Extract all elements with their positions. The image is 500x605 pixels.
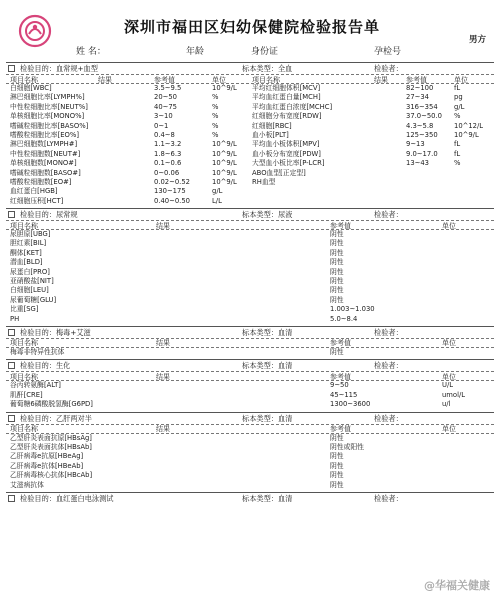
table-cell: 乙肝病毒e抗体[HBeAb] bbox=[10, 461, 84, 470]
table-row bbox=[6, 348, 494, 357]
table-cell: 40~75 bbox=[154, 102, 177, 111]
table-cell: 嗜酸粒细胞数[EO#] bbox=[10, 177, 72, 186]
table-row bbox=[6, 277, 494, 286]
table-row bbox=[6, 286, 494, 295]
checkbox-icon bbox=[8, 495, 15, 502]
checkbox-icon bbox=[8, 329, 15, 336]
table-row bbox=[6, 131, 494, 140]
table-cell: 10^9/L bbox=[212, 140, 237, 149]
table-cell: 阴性 bbox=[330, 452, 344, 461]
column-header bbox=[6, 74, 494, 84]
table-cell: 阴性 bbox=[330, 267, 344, 276]
table-cell: 乙型肝炎表面抗体[HBsAb] bbox=[10, 442, 92, 451]
gender-label: 男方 bbox=[468, 35, 486, 45]
table-cell: 白细胞[LEU] bbox=[10, 286, 49, 295]
table-cell: 血小板分布宽度[PDW] bbox=[252, 149, 321, 158]
table-cell: 嗜碱粒细胞比率[BASO%] bbox=[10, 121, 89, 130]
table-row bbox=[6, 462, 494, 471]
table-row bbox=[6, 84, 494, 93]
table-cell: 1300~3600 bbox=[330, 400, 371, 409]
column-label: 结果 bbox=[156, 339, 170, 348]
table-cell: 82~100 bbox=[406, 84, 434, 92]
table-cell: 阴性 bbox=[330, 433, 344, 442]
table-cell: 血红蛋白[HGB] bbox=[10, 187, 58, 196]
section-inspector: 检验者： bbox=[374, 361, 403, 371]
column-header bbox=[6, 424, 494, 434]
table-cell: 单核细胞数[MONO#] bbox=[10, 159, 77, 168]
table-cell: pg bbox=[454, 93, 463, 102]
table-cell: 乙肝病毒e抗原[HBeAg] bbox=[10, 452, 84, 461]
table-cell: 9.0~17.0 bbox=[406, 149, 438, 158]
table-cell: 阴性 bbox=[330, 480, 344, 489]
column-label: 项目名称 bbox=[10, 425, 38, 434]
column-label: 项目名称 bbox=[10, 75, 38, 84]
table-row bbox=[6, 150, 494, 159]
table-row bbox=[6, 434, 494, 443]
table-row bbox=[6, 197, 494, 206]
table-row bbox=[6, 296, 494, 305]
table-row bbox=[6, 315, 494, 324]
column-label: 结果 bbox=[156, 372, 170, 381]
table-cell: 淋巴细胞数[LYMPH#] bbox=[10, 140, 78, 149]
table-cell: 10^9/L bbox=[454, 130, 479, 139]
table-cell: % bbox=[212, 130, 219, 139]
table-cell: 梅毒非特异性抗体 bbox=[10, 347, 65, 356]
table-cell: % bbox=[212, 93, 219, 102]
section-item: 检验目的：尿常规 bbox=[20, 210, 78, 220]
section-inspector: 检验者： bbox=[374, 413, 403, 423]
section-inspector: 检验者： bbox=[374, 210, 403, 220]
table-cell: 平均血小板体积[MPV] bbox=[252, 140, 320, 149]
table-cell: 嗜酸粒细胞比率[EO%] bbox=[10, 130, 79, 139]
report-section bbox=[6, 208, 494, 324]
table-cell: 平均血红蛋白量[MCH] bbox=[252, 93, 321, 102]
column-header bbox=[6, 371, 494, 381]
table-cell: 红细胞分布宽度[RDW] bbox=[252, 112, 322, 121]
table-cell: 10^12/L bbox=[454, 121, 484, 130]
table-cell: 阴性 bbox=[330, 347, 344, 356]
section-header bbox=[6, 63, 494, 74]
table-cell: 尿胆原[UBG] bbox=[10, 230, 51, 239]
section-sample: 标本类型：尿液 bbox=[242, 210, 293, 220]
table-cell: 0~0.06 bbox=[154, 168, 180, 177]
column-label: 单位 bbox=[442, 425, 456, 434]
table-cell: 单核细胞比率[MONO%] bbox=[10, 112, 85, 121]
table-cell: % bbox=[212, 102, 219, 111]
table-cell: 10^9/L bbox=[212, 149, 237, 158]
table-cell: ABO血型[正定型] bbox=[252, 168, 306, 177]
section-item: 检验目的：梅毒+艾滋 bbox=[20, 327, 91, 337]
table-row bbox=[6, 159, 494, 168]
table-cell: 130~175 bbox=[154, 187, 186, 196]
table-cell: 阴性 bbox=[330, 295, 344, 304]
table-cell: 潜血[BLD] bbox=[10, 258, 43, 267]
table-cell: 大型血小板比率[P-LCR] bbox=[252, 159, 325, 168]
report-section bbox=[6, 492, 494, 504]
table-cell: fL bbox=[454, 84, 461, 92]
section-item: 检验目的：血常规+血型 bbox=[20, 64, 98, 73]
sections-container bbox=[6, 62, 494, 504]
table-cell: 尿蛋白[PRO] bbox=[10, 267, 50, 276]
table-cell: 9~50 bbox=[330, 381, 349, 390]
column-label: 结果 bbox=[156, 425, 170, 434]
table-cell: % bbox=[454, 159, 461, 168]
table-cell: 5.0~8.4 bbox=[330, 314, 358, 323]
table-row bbox=[6, 178, 494, 187]
table-cell: 3~10 bbox=[154, 112, 173, 121]
section-sample: 标本类型：血清 bbox=[242, 413, 293, 423]
report-header bbox=[6, 6, 494, 60]
table-row bbox=[6, 93, 494, 102]
column-label: 单位 bbox=[442, 221, 456, 230]
table-cell: 10^9/L bbox=[212, 84, 237, 92]
table-row bbox=[6, 391, 494, 400]
table-cell: 阴性 bbox=[330, 277, 344, 286]
table-cell: 20~50 bbox=[154, 93, 177, 102]
report-title: 深圳市福田区妇幼保健院检验报告单 bbox=[124, 18, 381, 36]
section-item: 检验目的：生化 bbox=[20, 361, 71, 371]
table-cell: % bbox=[454, 112, 461, 121]
table-row bbox=[6, 140, 494, 149]
table-cell: 阴性 bbox=[330, 258, 344, 267]
report-section bbox=[6, 62, 494, 206]
table-cell: 胆红素[BIL] bbox=[10, 239, 47, 248]
table-cell: 0.1~0.6 bbox=[154, 159, 182, 168]
table-cell: 嗜碱粒细胞数[BASO#] bbox=[10, 168, 81, 177]
section-header bbox=[6, 493, 494, 504]
table-cell: 谷丙转氨酶[ALT] bbox=[10, 381, 61, 390]
column-label: 结果 bbox=[98, 75, 112, 84]
watermark: @华福关健康 bbox=[424, 579, 490, 592]
section-sample: 标本类型：全血 bbox=[242, 64, 293, 73]
table-cell: 血小板[PLT] bbox=[252, 130, 289, 139]
table-row bbox=[6, 305, 494, 314]
name-label: 姓 名： bbox=[76, 47, 106, 57]
table-cell: 316~354 bbox=[406, 102, 438, 111]
table-cell: 艾滋病抗体 bbox=[10, 480, 44, 489]
table-cell: 125~350 bbox=[406, 130, 438, 139]
section-header bbox=[6, 360, 494, 371]
table-row bbox=[6, 258, 494, 267]
table-cell: 阴性 bbox=[330, 230, 344, 239]
age-label: 年龄 bbox=[186, 47, 205, 57]
table-row bbox=[6, 443, 494, 452]
section-inspector: 检验者： bbox=[374, 64, 403, 73]
table-cell: u/l bbox=[442, 400, 451, 409]
column-label: 结果 bbox=[374, 75, 388, 84]
column-label: 项目名称 bbox=[10, 221, 38, 230]
section-header bbox=[6, 413, 494, 424]
table-cell: 1.1~3.2 bbox=[154, 140, 182, 149]
table-cell: 乙肝病毒核心抗体[HBcAb] bbox=[10, 471, 93, 480]
table-row bbox=[6, 481, 494, 490]
table-cell: g/L bbox=[212, 187, 223, 196]
column-label: 项目名称 bbox=[10, 339, 38, 348]
table-row bbox=[6, 230, 494, 239]
table-cell: 10^9/L bbox=[212, 177, 237, 186]
column-label: 项目名称 bbox=[252, 75, 280, 84]
table-cell: 4.3~5.8 bbox=[406, 121, 434, 130]
table-cell: % bbox=[212, 112, 219, 121]
table-cell: 3.5~9.5 bbox=[154, 84, 182, 92]
table-cell: fL bbox=[454, 140, 461, 149]
table-cell: 肌酐[CRE] bbox=[10, 390, 43, 399]
table-cell: 尿葡萄糖[GLU] bbox=[10, 295, 57, 304]
table-cell: 平均红细胞体积[MCV] bbox=[252, 84, 321, 92]
column-label: 参考值 bbox=[330, 339, 351, 348]
section-sample: 标本类型：血清 bbox=[242, 493, 293, 503]
table-cell: 淋巴细胞比率[LYMPH%] bbox=[10, 93, 85, 102]
table-cell: RH血型 bbox=[252, 177, 276, 186]
table-cell: PH bbox=[10, 314, 20, 323]
id-label: 身份证 bbox=[251, 47, 279, 57]
patient-info bbox=[6, 48, 494, 60]
column-header bbox=[6, 338, 494, 348]
column-label: 参考值 bbox=[330, 372, 351, 381]
table-cell: 乙型肝炎表面抗原[HBsAg] bbox=[10, 433, 92, 442]
table-cell: 酮体[KET] bbox=[10, 248, 42, 257]
section-inspector: 检验者： bbox=[374, 327, 403, 337]
report-section bbox=[6, 326, 494, 357]
table-cell: 37.0~50.0 bbox=[406, 112, 442, 121]
table-cell: 白细胞[WBC] bbox=[10, 84, 52, 92]
table-cell: % bbox=[212, 121, 219, 130]
checkbox-icon bbox=[8, 415, 15, 422]
column-label: 参考值 bbox=[330, 425, 351, 434]
table-row bbox=[6, 239, 494, 248]
section-header bbox=[6, 327, 494, 338]
column-label: 参考值 bbox=[154, 75, 175, 84]
section-header bbox=[6, 209, 494, 220]
table-cell: 0~1 bbox=[154, 121, 169, 130]
table-cell: L/L bbox=[212, 196, 222, 205]
column-header bbox=[6, 220, 494, 230]
column-label: 单位 bbox=[442, 372, 456, 381]
table-cell: 0.40~0.50 bbox=[154, 196, 190, 205]
table-cell: 阴性 bbox=[330, 471, 344, 480]
column-label: 参考值 bbox=[330, 221, 351, 230]
table-cell: 阴性 bbox=[330, 286, 344, 295]
table-cell: U/L bbox=[442, 381, 454, 390]
section-sample: 标本类型：血清 bbox=[242, 361, 293, 371]
table-row bbox=[6, 169, 494, 178]
checkbox-icon bbox=[8, 211, 15, 218]
table-cell: 葡萄糖6磷酸脱氢酶[G6PD] bbox=[10, 400, 93, 409]
table-cell: 比重[SG] bbox=[10, 305, 39, 314]
section-item: 检验目的：乙肝两对半 bbox=[20, 413, 92, 423]
checkbox-icon bbox=[8, 362, 15, 369]
table-cell: 中性粒细胞数[NEUT#] bbox=[10, 149, 81, 158]
table-cell: 27~34 bbox=[406, 93, 429, 102]
table-row bbox=[6, 381, 494, 390]
table-row bbox=[6, 187, 494, 196]
table-row bbox=[6, 103, 494, 112]
table-cell: 红细胞[RBC] bbox=[252, 121, 292, 130]
section-sample: 标本类型：血清 bbox=[242, 327, 293, 337]
table-cell: 1.8~6.3 bbox=[154, 149, 182, 158]
table-cell: 0.4~8 bbox=[154, 130, 175, 139]
section-item: 检验目的：血红蛋白电泳测试 bbox=[20, 493, 114, 503]
table-row bbox=[6, 471, 494, 480]
table-cell: 10^9/L bbox=[212, 159, 237, 168]
table-row bbox=[6, 452, 494, 461]
table-cell: 9~13 bbox=[406, 140, 425, 149]
hospital-logo-icon bbox=[18, 14, 52, 48]
table-cell: 阴性 bbox=[330, 239, 344, 248]
table-cell: fL bbox=[454, 149, 461, 158]
table-cell: 10^9/L bbox=[212, 168, 237, 177]
section-inspector: 检验者： bbox=[374, 493, 403, 503]
checkbox-icon bbox=[8, 65, 15, 72]
report-section bbox=[6, 359, 494, 409]
table-cell: 亚硝酸盐[NIT] bbox=[10, 277, 54, 286]
column-label: 单位 bbox=[212, 75, 226, 84]
table-cell: 13~43 bbox=[406, 159, 429, 168]
table-cell: 0.02~0.52 bbox=[154, 177, 190, 186]
column-label: 项目名称 bbox=[10, 372, 38, 381]
table-cell: 阴性 bbox=[330, 248, 344, 257]
table-cell: 阴性 bbox=[330, 461, 344, 470]
table-row bbox=[6, 112, 494, 121]
report-section bbox=[6, 412, 494, 490]
table-row bbox=[6, 400, 494, 409]
column-label: 单位 bbox=[454, 75, 468, 84]
table-cell: 红细胞压积[HCT] bbox=[10, 196, 64, 205]
column-label: 单位 bbox=[442, 339, 456, 348]
table-cell: 45~115 bbox=[330, 390, 358, 399]
table-cell: 中性粒细胞比率[NEUT%] bbox=[10, 102, 88, 111]
table-cell: g/L bbox=[454, 102, 465, 111]
table-cell: umol/L bbox=[442, 390, 466, 399]
preg-label: 孕检号 bbox=[374, 47, 402, 57]
table-row bbox=[6, 249, 494, 258]
table-cell: 阴性或阳性 bbox=[330, 442, 364, 451]
table-cell: 平均血红蛋白浓度[MCHC] bbox=[252, 102, 333, 111]
table-row bbox=[6, 268, 494, 277]
column-label: 参考值 bbox=[406, 75, 427, 84]
column-label: 结果 bbox=[156, 221, 170, 230]
table-cell: 1.003~1.030 bbox=[330, 305, 375, 314]
table-row bbox=[6, 122, 494, 131]
